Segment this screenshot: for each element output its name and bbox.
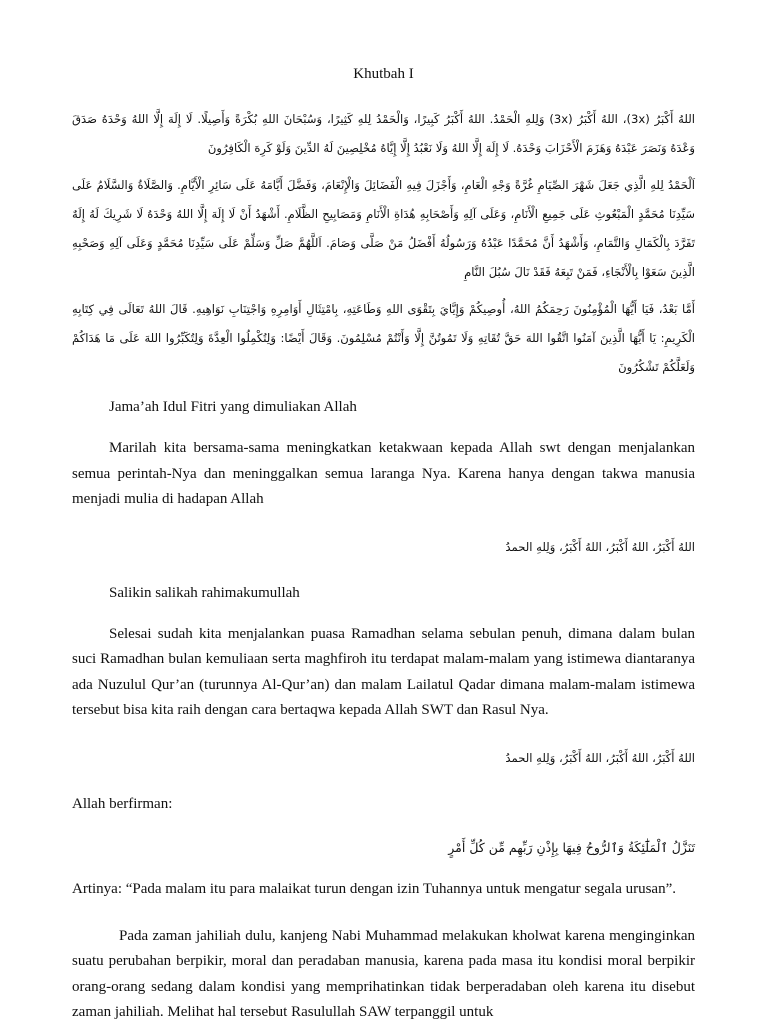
allah-berfirman-heading: Allah berfirman: [72, 795, 173, 812]
verse-translation: Artinya: “Pada malam itu para malaikat turun dengan izin Tuhannya untuk mengatur segala urusan”. [72, 880, 676, 897]
takbir-line-2: اللهُ أَكْبَرُ، اللهُ أَكْبَرُ، اللهُ أَكْبَرُ، وَلِلهِ الحمدُ [505, 750, 695, 765]
paragraph-ramadhan: Selesai sudah kita menjalankan puasa Ramadhan selama sebulan penuh, dimana dalam bulan suci Ramadhan bulan kemuliaan serta maghfiroh itu terdapat malam-malam yang istimewa diantaranya ada Nuzulul Qur’an (turunnya Al-Qur’an) dan malam Lailatul Qadar dimana malam-malam istimewa tersebut bisa kita raih dengan cara bertaqwa kepada Allah SWT dan Rasul Nya. [72, 625, 695, 718]
paragraph-jahiliah: Pada zaman jahiliah dulu, kanjeng Nabi Muhammad melakukan kholwat karena menginginkan suatu perubahan berpikir, moral dan peradaban manusia, karena pada masa itu kondisi moral berpikir orang-orang sedang dalam kondisi yang memprihatinkan tidak berperadaban oleh karena itu disebut zaman jahiliah. Melihat hal tersebut Rasulullah SAW terpanggil untuk [72, 927, 695, 1020]
document-title: Khutbah I [353, 66, 414, 82]
greeting-salikin: Salikin salikah rahimakumullah [109, 584, 300, 601]
paragraph-taqwa: Marilah kita bersama-sama meningkatkan ketakwaan kepada Allah swt dengan menjalankan semua perintah-Nya dan meninggalkan semua laranga Nya. Karena hanya dengan takwa manusia menjadi mulia di hadapan Allah [72, 440, 695, 507]
arabic-opening-wasiat: أَمَّا بَعْدُ، فَيَا أَيُّهَا الْمُؤْمِنُونَ رَحِمَكُمُ اللهُ، أُوصِيكُمْ وَإِيَّايَ بِتَقْوَى اللهِ وَطَاعَتِهِ، بِامْتِثَالِ أَوَامِرِهِ وَاجْتِنَابِ نَوَاهِيهِ. قَالَ اللهُ تَعَالَى فِي كِتَابِهِ الْكَرِيمِ: يَا أَيُّهَا الَّذِينَ آمَنُوا اتَّقُوا اللهَ حَقَّ تُقَاتِهِ وَلَا تَمُوتُنَّ إِلَّا وَأَنْتُمْ مُسْلِمُونَ. وَقَالَ أَيْضًا: وَلِتُكْمِلُوا الْعِدَّةَ وَلِتُكَبِّرُوا اللهَ عَلَى مَا هَدَاكُمْ وَلَعَلَّكُمْ تَشْكُرُونَ [72, 302, 695, 374]
verse-arabic: تَنَزَّلُ ٱلْمَلَٰٓئِكَةُ وَٱلرُّوحُ فِيهَا بِإِذْنِ رَبِّهِم مِّن كُلِّ أَمْرٍ [448, 839, 695, 855]
takbir-line-1: اللهُ أَكْبَرُ، اللهُ أَكْبَرُ، اللهُ أَكْبَرُ، وَلِلهِ الحمدُ [505, 539, 695, 554]
greeting-jamaah: Jama’ah Idul Fitri yang dimuliakan Allah [109, 399, 357, 415]
arabic-opening-takbir: اللهُ أَكْبَرُ (3x)، اللهُ أَكْبَرُ (3x) وَلِلهِ الْحَمْدُ. اللهُ أَكْبَرُ كَبِيرًا، وَالْحَمْدُ لِلهِ كَثِيرًا، وَسُبْحَانَ اللهِ بُكْرَةً وَأَصِيلًا. لَا إِلَهَ إِلَّا اللهُ وَحْدَهُ صَدَقَ وَعْدَهُ وَنَصَرَ عَبْدَهُ وَهَزَمَ الْأَحْزَابَ وَحْدَهُ. لَا إِلَهَ إِلَّا اللهُ وَلَا نَعْبُدُ إِلَّا إِيَّاهُ مُخْلِصِينَ لَهُ الدِّينَ وَلَوْ كَرِهَ الْكَافِرُونَ [72, 112, 695, 155]
arabic-opening-hamdalah: اَلْحَمْدُ لِلهِ الَّذِي جَعَلَ شَهْرَ الصِّيَامِ غُرَّةً وَجْهِ الْعَامِ، وَأَجْزَلَ فِيهِ الْفَضَائِلَ وَالْإِنْعَامَ، وَفَضَّلَ أَيَّامَهُ عَلَى سَائِرِ الْأَيَّامِ. وَالصَّلَاةُ وَالسَّلَامُ عَلَى سَيِّدِنَا مُحَمَّدٍ الْمَبْعُوثِ عَلَى جَمِيعِ الْأَنَامِ، وَعَلَى آلِهِ وَأَصْحَابِهِ هُدَاةِ الْأَنَامِ وَمَصَابِيحِ الظَّلَامِ. أَشْهَدُ أَنْ لَا إِلَهَ إِلَّا اللهُ وَحْدَهُ لَا شَرِيكَ لَهُ إِلَهٌ تَفَرَّدَ بِالْكَمَالِ وَالتَّمَامِ، وَأَشْهَدُ أَنَّ مُحَمَّدًا عَبْدُهُ وَرَسُولُهُ أَفْضَلُ مَنْ صَلَّى وَصَامَ. اَللَّهُمَّ صَلِّ وَسَلِّمْ عَلَى سَيِّدِنَا مُحَمَّدٍ وَعَلَى آلِهِ وَصَحْبِهِ الَّذِينَ سَعَوْا بِالْأَنْجَاءِ، فَمَنْ تَبِعَهُ فَقَدْ نَالَ سُبُلَ النَّامِ [72, 178, 695, 279]
